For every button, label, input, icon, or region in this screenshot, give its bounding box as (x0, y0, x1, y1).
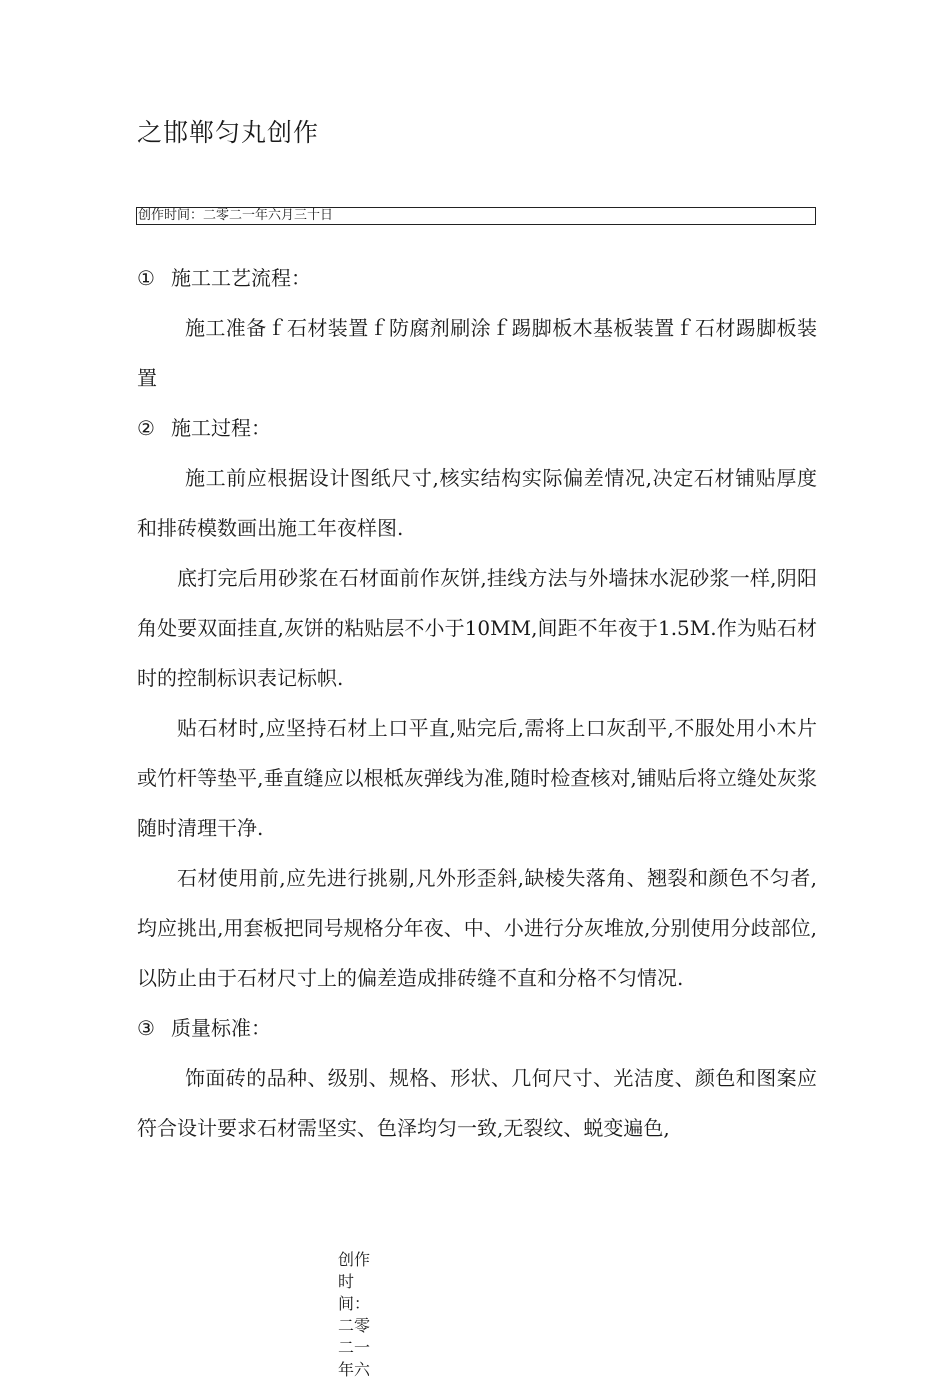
section-heading (137, 253, 817, 303)
section-marker: ① (137, 266, 155, 290)
document-body (137, 253, 817, 1153)
document-title: 之邯郸匀丸创作 (137, 118, 320, 147)
section-heading-text: 施工工艺流程： (171, 266, 311, 290)
section-marker: ③ (137, 1016, 155, 1040)
paragraph: 饰面砖的品种、级别、规格、形状、几何尺寸、光洁度、颜色和图案应符合设计要求石材需坚实、色泽均匀一致,无裂纹、蜕变遍色, (137, 1066, 817, 1140)
paragraph: 贴石材时,应坚持石材上口平直,贴完后,需将上口灰刮平,不服处用小木片或竹杆等垫平,垂直缝应以根柢灰弹线为准,随时检查核对,铺贴后将立缝处灰浆随时清理干净. (137, 716, 817, 840)
section-heading (137, 1003, 817, 1053)
footer-creation-time: 创作时间：二零二一年六 (338, 1250, 371, 1379)
paragraph: 施工前应根据设计图纸尺寸,核实结构实际偏差情况,决定石材铺贴厚度和排砖模数画出施工年夜样图. (137, 466, 817, 540)
section-heading-text: 质量标准： (171, 1016, 271, 1040)
paragraph: 石材使用前,应先进行挑剔,凡外形歪斜,缺棱失落角、翘裂和颜色不匀者,均应挑出,用套板把同号规格分年夜、中、小进行分灰堆放,分别使用分歧部位,以防止由于石材尺寸上的偏差造成排砖缝不直和分格不匀情况. (137, 866, 817, 990)
creation-time-box: 创作时间：二零二一年六月三十日 (136, 207, 816, 225)
section-heading-text: 施工过程： (171, 416, 271, 440)
section-marker: ② (137, 416, 155, 440)
section-heading (137, 403, 817, 453)
paragraph: 施工准备ｆ石材装置ｆ防腐剂刷涂ｆ踢脚板木基板装置ｆ石材踢脚板装置 (137, 316, 817, 390)
paragraph: 底打完后用砂浆在石材面前作灰饼,挂线方法与外墙抹水泥砂浆一样,阴阳角处要双面挂直,灰饼的粘贴层不小于10MM,间距不年夜于1.5M.作为贴石材时的控制标识表记标帜. (137, 566, 817, 690)
